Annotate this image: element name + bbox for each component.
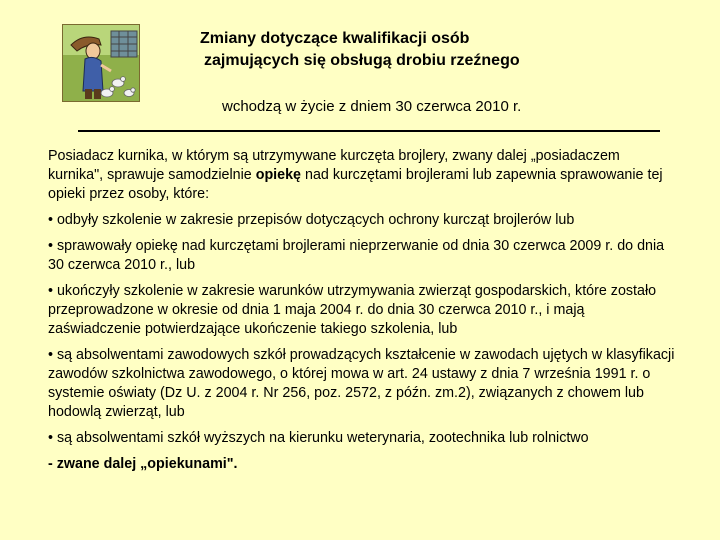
divider-line [78, 130, 660, 132]
list-item: • sprawowały opiekę nad kurczętami brojlerami nieprzerwanie od dnia 30 czerwca 2009 r. do dnia 30 czerwca 2010 r., lub [48, 238, 665, 273]
document-body [48, 147, 678, 481]
intro-text-before: Posiadacz kurnika, w którym są utrzymywane kurczęta brojlery, zwany dalej „posiadaczem kurnika", sprawuje samodzielnie [48, 148, 620, 183]
list-item: • są absolwentami szkół wyższych na kierunku weterynaria, zootechnika lub rolnictwo [48, 430, 589, 446]
title-line-2: zajmujących się obsługą drobiu rzeźnego [204, 52, 520, 69]
effective-date-subtitle: wchodzą w życie z dniem 30 czerwca 2010 r. [222, 98, 522, 115]
page-title [200, 28, 600, 72]
farmer-feeding-chickens-icon [62, 24, 140, 102]
list-item: • ukończyły szkolenie w zakresie warunków utrzymywania zwierząt gospodarskich, które zostało przeprowadzone w okresie od dnia 1 maja 2004 r. do dnia 30 czerwca 2010 r., i mają zaświadczenie potwierdzające ukończenie takiego szkolenia, lub [48, 283, 657, 337]
list-item: • są absolwentami zawodowych szkół prowadzących kształcenie w zawodach ujętych w klasyfikacji zawodów szkolnictwa zawodowego, o której mowa w art. 24 ustawy z dnia 7 września 1991 r. o systemie oświaty (Dz U. z 2004 r. Nr 256, poz. 2572, z późn. zm.2), związanych z chowem lub hodowlą zwierząt, lub [48, 347, 675, 420]
intro-text-after: nad kurczętami brojlerami lub zapewnia sprawowanie tej opieki przez osoby, które: [48, 167, 663, 202]
intro-bold-term: opiekę [255, 167, 302, 183]
intro-paragraph [48, 147, 678, 204]
list-item: • odbyły szkolenie w zakresie przepisów dotyczących ochrony kurcząt brojlerów lub [48, 212, 575, 228]
closing-statement: - zwane dalej „opiekunami". [48, 456, 238, 472]
title-line-1: Zmiany dotyczące kwalifikacji osób [200, 30, 470, 47]
